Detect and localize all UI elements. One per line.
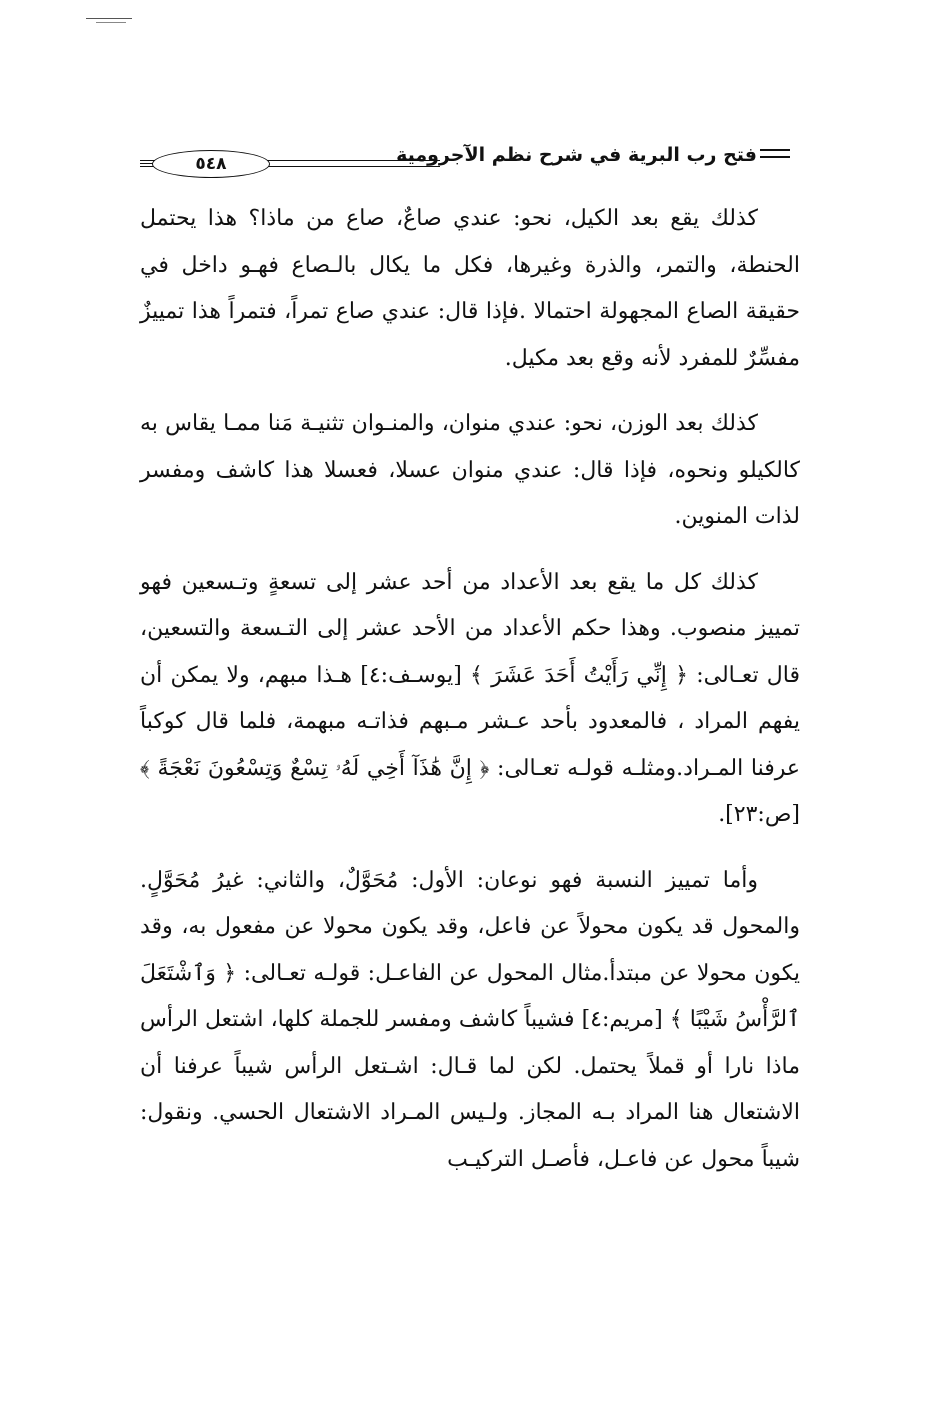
scan-mark	[86, 18, 132, 19]
paragraph: وأما تمييز النسبة فهو نوعان: الأول: مُحَوَّلٌ، والثاني: غيرُ مُحَوَّلٍ. والمحول قد يكون محولاً عن فاعل، وقد يكون محولا عن مفعول به، وقد يكون محولا عن مبتدأ.مثال المحول عن الفاعـل: قولـه تعـالى: ﴿ وَٱشْتَعَلَ ٱلرَّأْسُ شَيْبًا ﴾ [مريم:٤] فشيباً كاشف ومفسر للجملة كلها، اشتعل الرأس ماذا نارا أو قملاً يحتمل. لكن لما قـال: اشـتعل الرأس شيباً عرفنا أن الاشتعال هنا المراد بـه المجاز. ولـيس المـراد الاشتعال الحسي. ونقول: شيباً محول عن فاعـل، فأصـل التركيـب	[140, 867, 800, 1172]
paragraph: كذلك كل ما يقع بعد الأعداد من أحد عشر إلى تسعةٍ وتـسعين فهو تمييز منصوب. وهذا حكم الأعداد من الأحد عشر إلى التـسعة والتسعين، قال تعـالى: ﴿ إِنِّي رَأَيْتُ أَحَدَ عَشَرَ ﴾ [يوسـف:٤] هـذا مبهم، ولا يمكن أن يفهم المراد ، فالمعدود بأحد عـشر مـبهم فذاتـه مبهمة، فلما قال كوكباً عرفنا المـراد.ومثلـه قولـه تعـالى: ﴿ إِنَّ هَٰذَآ أَخِي لَهُۥ تِسْعٌ وَتِسْعُونَ نَعْجَةً ﴾ [ص:٢٣].	[140, 569, 800, 827]
running-header-title: فتح رب البرية في شرح نظم الآجرومية	[396, 144, 757, 166]
scan-mark	[96, 22, 126, 23]
paragraph: كذلك يقع بعد الكيل، نحو: عندي صاعٌ، صاع من ماذا؟ هذا يحتمل الحنطة، والتمر، والذرة وغيرها، فكل ما يكال بالـصاع فهـو داخل في حقيقة الصاع المجهولة احتمالا .فإذا قال: عندي صاع تمراً، فتمراً هذا تمييزٌ مفسِّرٌ للمفرد لأنه وقع بعد مكيل.	[140, 206, 800, 371]
body-text	[140, 196, 800, 1183]
header-ornament	[760, 149, 790, 158]
paragraph: كذلك بعد الوزن، نحو: عندي منوان، والمنـوان تثنيـة مَنا ممـا يقاس به كالكيلو ونحوه، فإذا قال: عندي منوان عسلا، فعسلا هذا كاشف ومفسر لذات المنوين.	[140, 411, 800, 529]
page-number: ٥٤٨	[152, 150, 270, 178]
